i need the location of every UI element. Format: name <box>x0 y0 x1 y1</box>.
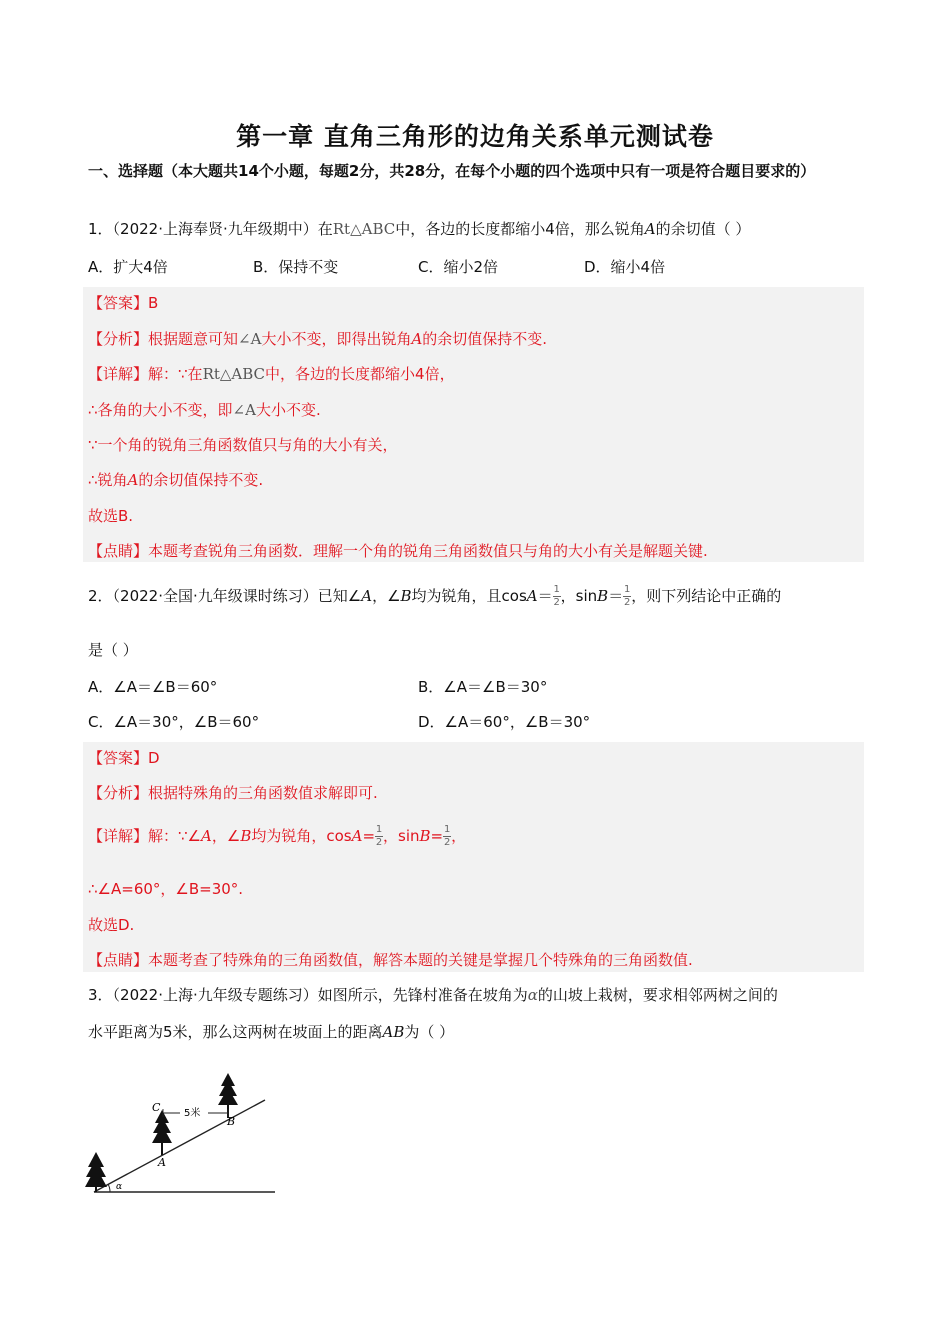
detail-result: ∴∠A=60°，∠B=30°. <box>88 880 244 898</box>
option-a[interactable]: A．∠A＝∠B＝60° <box>88 678 218 696</box>
distance-label: 5米 <box>184 1108 201 1119</box>
question-3-stem-cont: 水平距离为5米，那么这两树在坡面上的距离AB为（ ） <box>88 1023 455 1041</box>
answer-line <box>88 747 160 768</box>
detail-tag: 【详解】 <box>88 365 149 383</box>
option-c[interactable]: C．∠A＝30°，∠B＝60° <box>88 713 260 731</box>
detail-step-2: ∵一个角的锐角三角函数值只与角的大小有关， <box>88 436 398 454</box>
question-number: 1． <box>88 220 113 238</box>
question-1-stem <box>88 219 750 239</box>
option-a[interactable]: A．扩大4倍 <box>88 258 168 276</box>
detail-step-1: ∴各角的大小不变，即∠A大小不变. <box>88 401 321 419</box>
slope-line <box>94 1100 265 1192</box>
fraction-one-half: $\frac{1}{2}$ <box>553 584 560 608</box>
angle-arc <box>108 1184 110 1192</box>
fraction-one-half: $\frac{1}{2}$ <box>624 584 631 608</box>
point-b-label: B <box>227 1115 236 1128</box>
option-b[interactable]: B．∠A＝∠B＝30° <box>418 678 548 696</box>
detail-line: 【详解】解：∵∠A，∠B均为锐角，cosA= $\frac{1}{2}$ ，sinB= $\frac{1}{2}$ ， <box>88 824 467 848</box>
question-text: 中，各边的长度都缩小4倍，那么锐角 <box>395 220 645 238</box>
variable: A <box>644 220 656 238</box>
question-source: （2022·上海奉贤·九年级期中）在 <box>112 220 333 238</box>
analysis-tag: 【分析】 <box>88 784 149 802</box>
triangle-label: Rt△ABC <box>332 220 396 238</box>
page-title: 第一章 直角三角形的边角关系单元测试卷 <box>236 122 714 151</box>
answer-tag: 【答案】 <box>88 294 149 312</box>
angle-label: ∠A <box>238 330 262 348</box>
choose-line: 故选D. <box>88 916 135 934</box>
question-2-stem-cont: 是（ ） <box>88 641 138 659</box>
detail-tag: 【详解】 <box>88 827 149 845</box>
fraction-one-half: $\frac{1}{2}$ <box>443 824 451 848</box>
fraction-one-half: $\frac{1}{2}$ <box>375 824 383 848</box>
answer-value: B <box>148 294 159 312</box>
point-c-label: C <box>152 1101 161 1114</box>
detail-line: 【详解】解：∵在Rt△ABC中，各边的长度都缩小4倍， <box>88 365 455 383</box>
option-c[interactable]: C．缩小2倍 <box>418 258 499 276</box>
question-text-tail: 的余切值（ ） <box>655 220 751 238</box>
tree-icon <box>85 1152 107 1192</box>
option-d[interactable]: D．∠A＝60°，∠B＝30° <box>418 713 591 731</box>
angle-alpha-label: α <box>116 1182 123 1192</box>
analysis-line: 【分析】根据题意可知∠A大小不变，即得出锐角A的余切值保持不变. <box>88 330 548 348</box>
tree-icon <box>152 1110 172 1155</box>
section-heading: 一、选择题（本大题共14个小题，每题2分，共28分，在每个小题的四个选项中只有一项是符合题目要求的） <box>88 162 816 180</box>
question-3-stem: 3．（2022·上海·九年级专题练习）如图所示，先锋村准备在坡角为α的山坡上栽树，要求相邻两树之间的 <box>88 986 778 1004</box>
point-a-label: A <box>158 1156 166 1169</box>
option-b[interactable]: B．保持不变 <box>253 258 339 276</box>
option-d[interactable]: D．缩小4倍 <box>584 258 666 276</box>
choose-line: 故选B. <box>88 507 134 525</box>
answer-tag: 【答案】 <box>88 749 149 767</box>
comment-line: 【点睛】本题考查了特殊角的三角函数值，解答本题的关键是掌握几个特殊角的三角函数值. <box>88 951 693 969</box>
solution-box-2 <box>83 742 864 972</box>
answer-line <box>88 292 158 313</box>
question-number: 2． <box>88 587 113 605</box>
comment-tag: 【点睛】 <box>88 542 149 560</box>
question-number: 3． <box>88 986 113 1004</box>
slope-figure <box>80 1065 290 1200</box>
detail-step-3: ∴锐角A的余切值保持不变. <box>88 471 264 489</box>
analysis-tag: 【分析】 <box>88 330 149 348</box>
question-2-stem: 2．（2022·全国·九年级课时练习）已知∠A，∠B均为锐角，且cosA＝ $\frac{1}{2}$ ，sinB＝ $\frac{1}{2}$ ，则下列结论中正确的 <box>88 584 782 608</box>
comment-line: 【点睛】本题考查锐角三角函数．理解一个角的锐角三角函数值只与角的大小有关是解题关键. <box>88 542 708 560</box>
answer-value: D <box>148 749 160 767</box>
analysis-line: 【分析】根据特殊角的三角函数值求解即可. <box>88 784 378 802</box>
comment-tag: 【点睛】 <box>88 951 149 969</box>
triangle-label: Rt△ABC <box>202 365 266 383</box>
angle-label: ∠A <box>232 401 256 419</box>
